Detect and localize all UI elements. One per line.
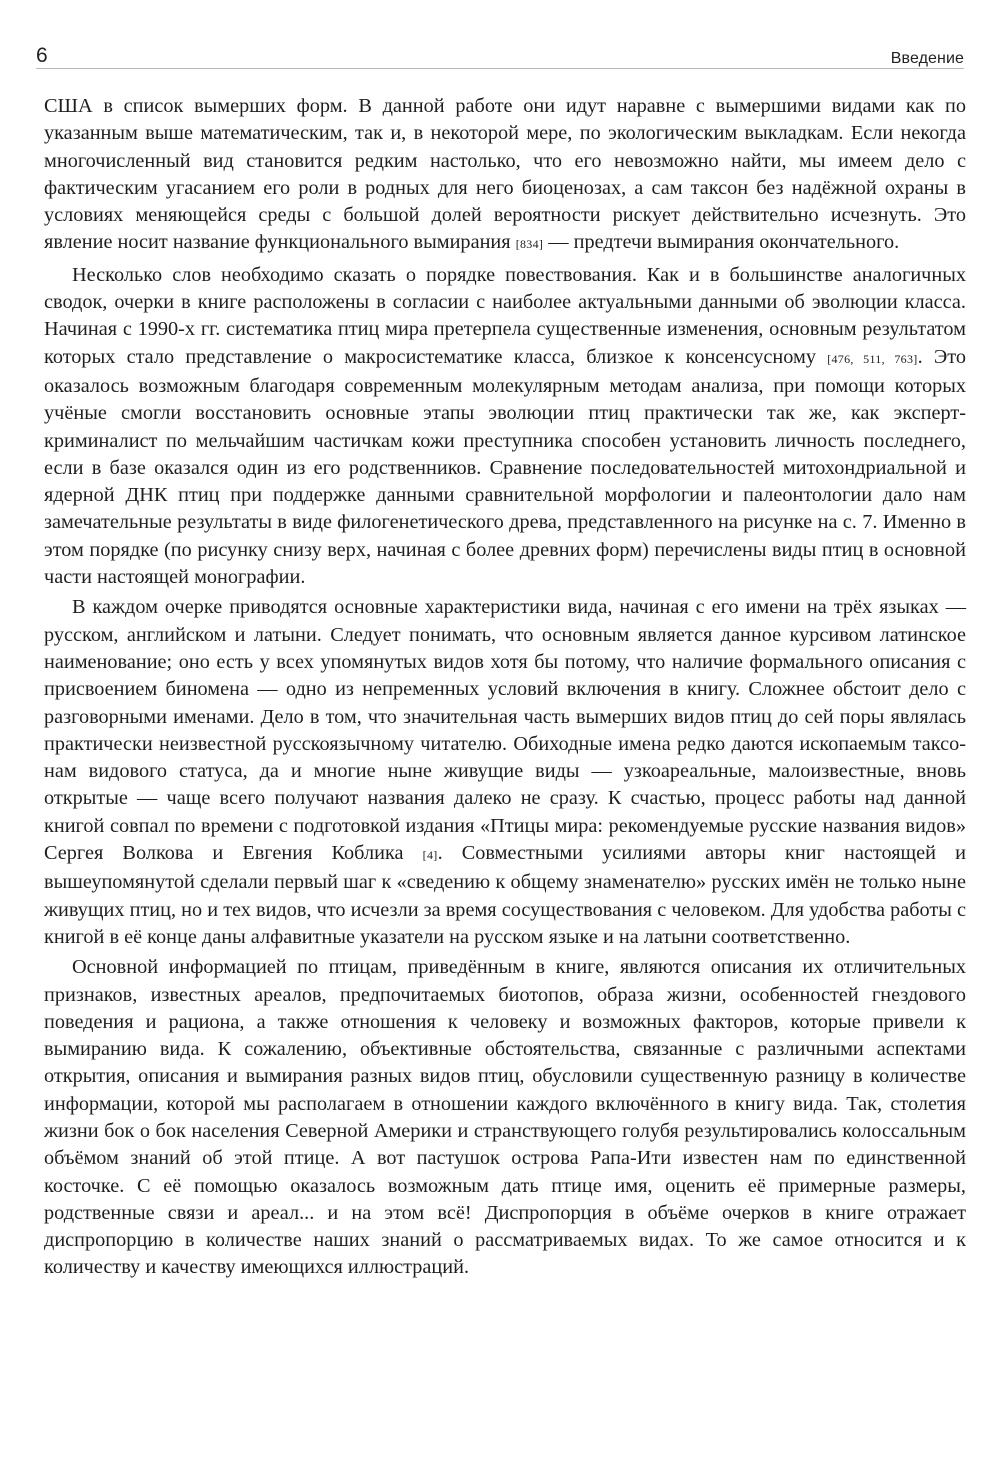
paragraph-1 xyxy=(44,93,966,259)
body-text xyxy=(44,93,966,1285)
header-rule xyxy=(36,68,964,69)
paragraph-text: В каждом очерке приводятся основные характеристики вида, начиная с его имени на трёх языках — русском, английском и латыни. Следует понимать, что основным является данное курсивом латинское наименование; оно есть у всех упомянутых видов хотя бы потому, что наличие формального описания с присвоением биномена — одно из непременных условий включения в книгу. Сложнее обстоит дело с разговорными именами. Дело в том, что значительная часть вымерших видов птиц до сей поры являлась практически неизвестной русскоязычному читателю. Обиходные имена редко даются ископаемым таксонам видового статуса, да и многие ныне живущие виды — узкоареальные, малоизвестные, вновь открытые — чаще всего получают названия далеко не сразу. К счастью, процесс работы над данной книгой совпал по времени с подготовкой издания «Птицы мира: рекомендуемые русские названия видов» Сергея Волкова и Евгения Коблика xyxy=(44,596,966,865)
page-header xyxy=(36,38,964,68)
paragraph-text: . Совместными усилиями авторы книг настоящей и вышеупомянутой сделали первый шаг к «сведению к общему знаменателю» русских имён не только ныне живущих птиц, но и тех видов, что исчезли за время сосуществования с человеком. Для удобства работы с книгой в её конце даны алфавитные указатели на русском языке и на латыни соответственно. xyxy=(44,842,966,948)
paragraph-4 xyxy=(44,954,966,1282)
citation-ref: [4] xyxy=(422,848,438,863)
paragraph-text: Основной информацией по птицам, приведённым в книге, являются описания их отличительных признаков, известных ареалов, предпочитаемых биотопов, образа жизни, особенностей гнездового поведения и рациона, а также отношения к человеку и возможных факторов, которые привели к вымиранию вида. К сожалению, объективные обстоятельства, связанные с различными аспектами открытия, описания и вымирания разных видов птиц, обусловили существенную разницу в количестве информации, которой мы располагаем в отношении каждого включённого в книгу вида. Так, столетия жизни бок о бок населения Северной Америки и странствующего голубя результировались колоссальным объёмом знаний об этой птице. А вот пастушок острова Рапа-Ити известен нам по единственной косточке. С её помощью оказалось возможным дать птице имя, оценить её примерные размеры, родственные связи и ареал... и на этом всё! Диспропорция в объёме очерков в книге отражает диспропорцию в количестве наших знаний о рассматриваемых видах. То же самое относится и к количеству и качеству имеющихся иллюстраций. xyxy=(44,956,966,1279)
paragraph-3 xyxy=(44,594,966,951)
running-title: Введение xyxy=(890,50,964,67)
paragraph-text: . Это оказалось возможным благодаря современным молекулярным методам анализа, при помощи которых учёные смогли восстановить основные этапы эволюции птиц практически так же, как эксперт-криминалист по мельчайшим частичкам кожи преступника способен установить личность последнего, если в базе оказался один из его родственников. Сравнение последовательностей митохондриальной и ядерной ДНК птиц при поддержке данными сравнительной морфологии и палеонтологии дало нам замечательные результаты в виде филогенетического древа, представленного на рисунке на с. 7. Именно в этом порядке (по рисунку снизу верх, начиная с более древних форм) перечислены виды птиц в основной части настоящей монографии. xyxy=(44,345,966,589)
paragraph-text: США в список вымерших форм. В данной работе они идут наравне с вымершими видами как по указанным выше математическим, так и, в некоторой мере, по экологическим выкладкам. Если некогда многочисленный вид становится редким настолько, что его невозможно найти, мы имеем дело с фактическим угасанием его роли в родных для него биоценозах, а сам таксон без надёжной охраны в условиях меняющейся среды с большой долей вероятности рискует действительно исчезнуть. Это явление носит название функционального вымирания xyxy=(44,95,966,254)
paragraph-2 xyxy=(44,262,966,592)
page-number: 6 xyxy=(36,44,48,67)
paragraph-text: — предтечи вымирания окончательного. xyxy=(543,231,900,254)
citation-ref: [834] xyxy=(515,237,544,252)
paragraph-text: Несколько слов необходимо сказать о порядке повествования. Как и в большинстве аналогичных сводок, очерки в книге расположены в согласии с наиболее актуальными данными об эволюции класса. Начиная с 1990-х гг. систематика птиц мира претерпела существенные изменения, основным результатом которых стало представление о макросистематике класса, близкое к консенсусному xyxy=(44,263,966,368)
citation-ref: [476, 511, 763] xyxy=(827,351,918,366)
